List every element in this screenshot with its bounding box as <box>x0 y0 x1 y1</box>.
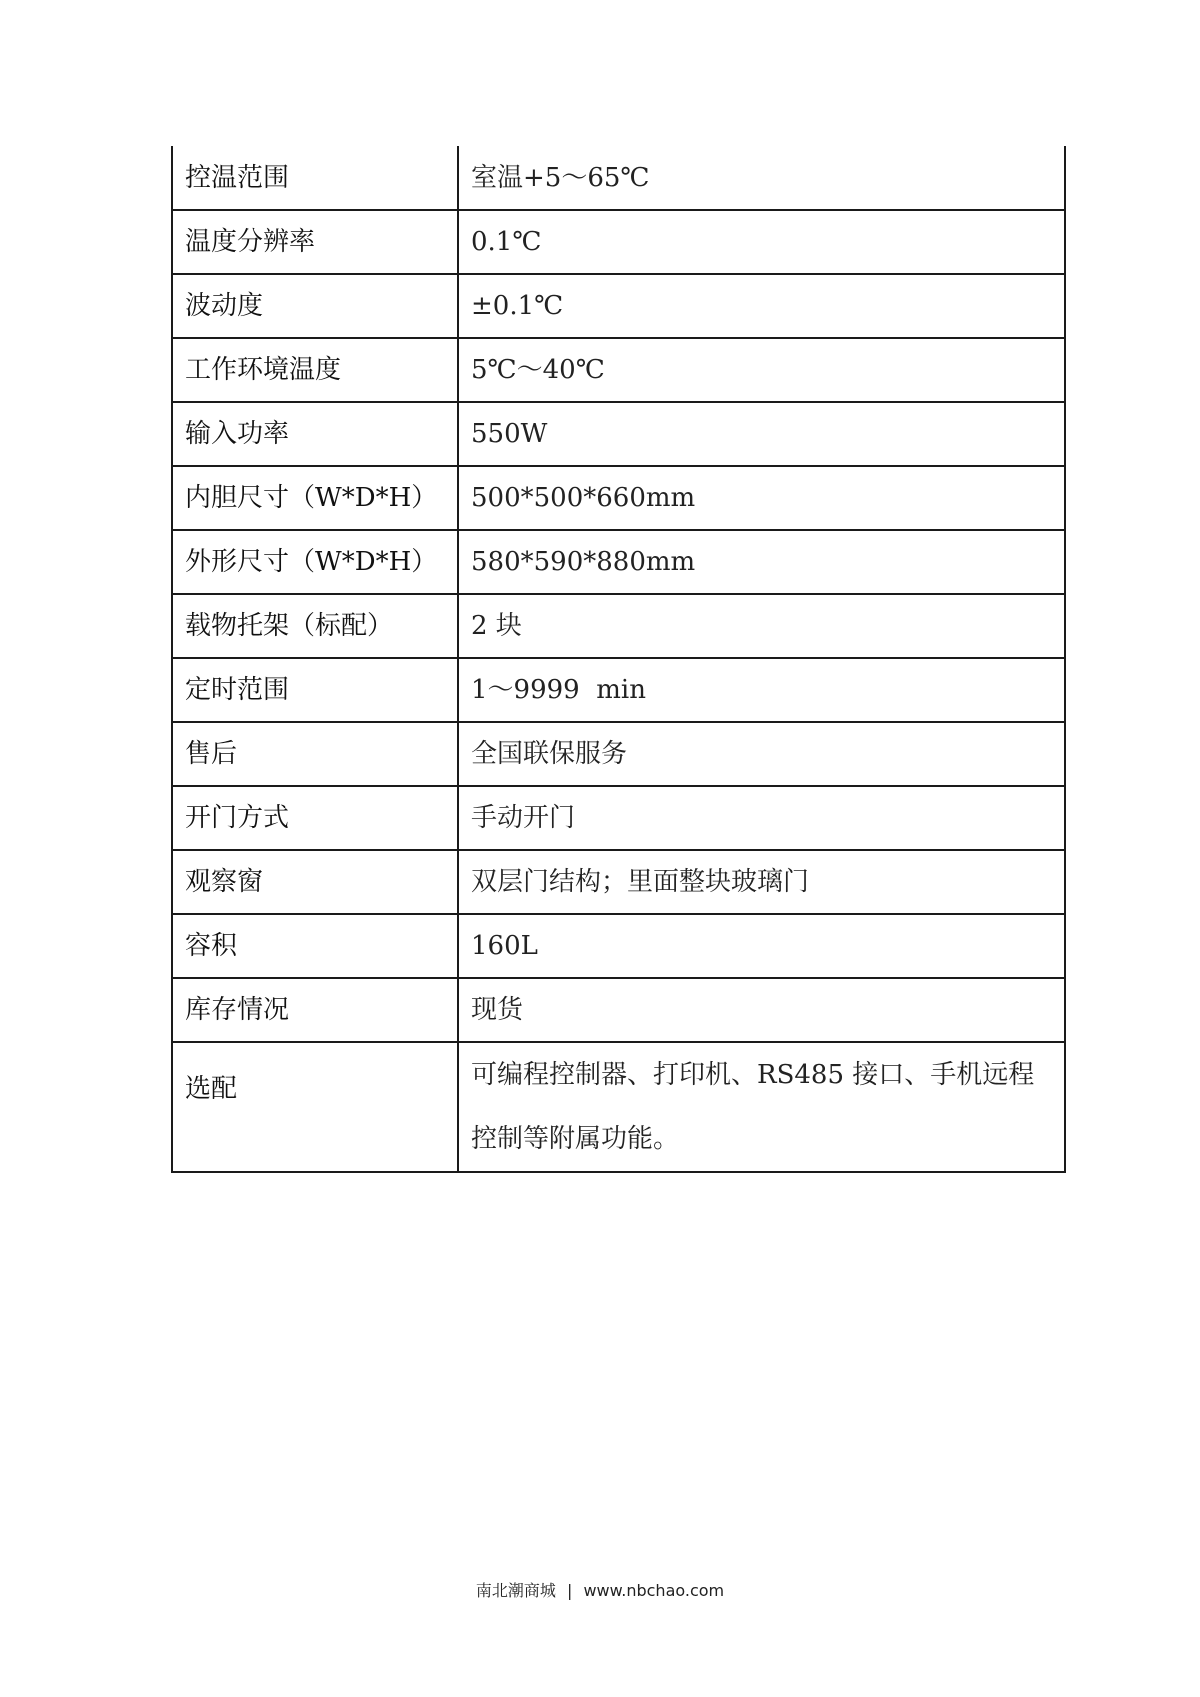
table-row <box>172 914 1065 978</box>
spec-label: 载物托架（标配） <box>172 594 458 658</box>
spec-value: ±0.1℃ <box>458 274 1065 338</box>
table-row <box>172 786 1065 850</box>
spec-value: 可编程控制器、打印机、RS485 接口、手机远程控制等附属功能。 <box>458 1042 1065 1172</box>
table-row <box>172 338 1065 402</box>
spec-value: 2 块 <box>458 594 1065 658</box>
spec-label: 内胆尺寸（W*D*H） <box>172 466 458 530</box>
table-row <box>172 274 1065 338</box>
spec-value: 全国联保服务 <box>458 722 1065 786</box>
spec-label: 工作环境温度 <box>172 338 458 402</box>
table-row <box>172 402 1065 466</box>
spec-label: 开门方式 <box>172 786 458 850</box>
spec-table <box>171 146 1066 1173</box>
table-row <box>172 658 1065 722</box>
page-footer <box>0 1578 1200 1601</box>
spec-value: 现货 <box>458 978 1065 1042</box>
spec-label: 外形尺寸（W*D*H） <box>172 530 458 594</box>
table-row <box>172 146 1065 210</box>
table-row <box>172 978 1065 1042</box>
table-row <box>172 594 1065 658</box>
spec-value: 0.1℃ <box>458 210 1065 274</box>
spec-label: 选配 <box>172 1042 458 1172</box>
spec-label: 观察窗 <box>172 850 458 914</box>
table-row <box>172 850 1065 914</box>
spec-value: 580*590*880mm <box>458 530 1065 594</box>
table-row <box>172 530 1065 594</box>
spec-value: 500*500*660mm <box>458 466 1065 530</box>
table-row <box>172 722 1065 786</box>
spec-value: 手动开门 <box>458 786 1065 850</box>
spec-label: 容积 <box>172 914 458 978</box>
table-row <box>172 1042 1065 1172</box>
table-row <box>172 466 1065 530</box>
footer-separator: | <box>566 1581 573 1600</box>
table-row <box>172 210 1065 274</box>
spec-label: 库存情况 <box>172 978 458 1042</box>
footer-url-link[interactable]: www.nbchao.com <box>583 1581 725 1600</box>
spec-value: 550W <box>458 402 1065 466</box>
spec-value: 5℃～40℃ <box>458 338 1065 402</box>
spec-value: 160L <box>458 914 1065 978</box>
footer-site-name: 南北潮商城 <box>475 1581 556 1600</box>
spec-label: 售后 <box>172 722 458 786</box>
spec-label: 温度分辨率 <box>172 210 458 274</box>
spec-label: 输入功率 <box>172 402 458 466</box>
spec-label: 波动度 <box>172 274 458 338</box>
spec-value: 1～9999 min <box>458 658 1065 722</box>
spec-value: 双层门结构；里面整块玻璃门 <box>458 850 1065 914</box>
spec-label: 定时范围 <box>172 658 458 722</box>
spec-value: 室温+5～65℃ <box>458 146 1065 210</box>
spec-label: 控温范围 <box>172 146 458 210</box>
